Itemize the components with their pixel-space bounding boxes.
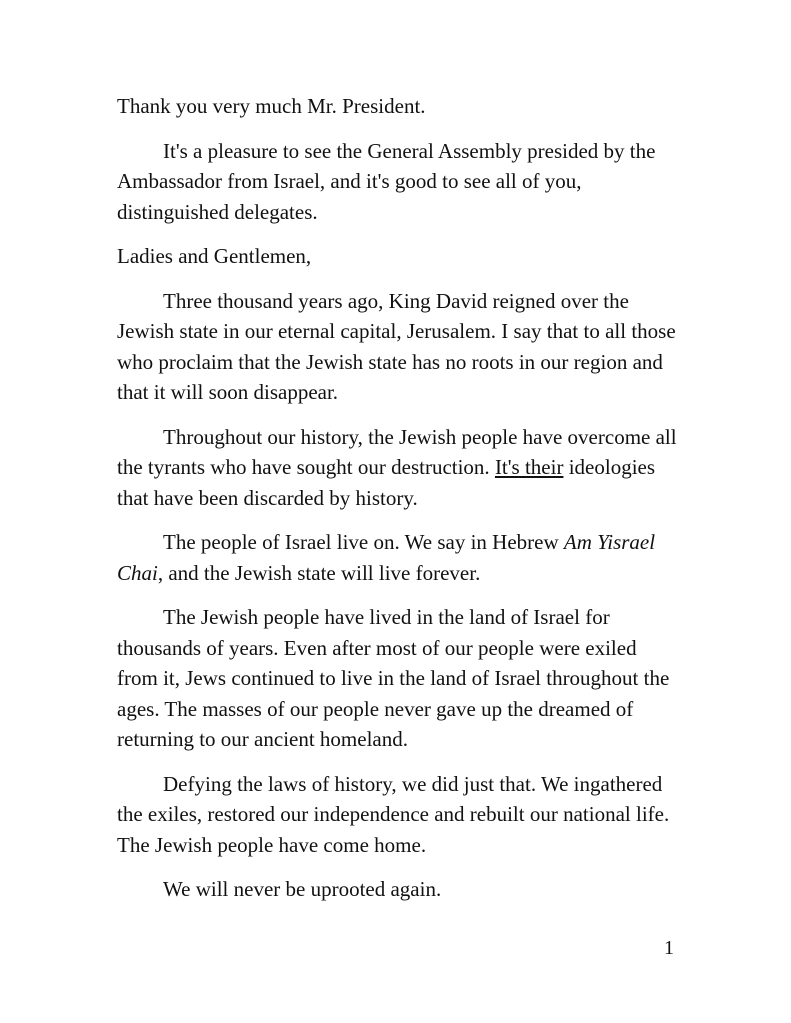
paragraph-6 — [117, 527, 677, 588]
paragraph-3: Ladies and Gentlemen, — [117, 244, 312, 268]
paragraph-4: Three thousand years ago, King David reigned over the Jewish state in our eternal capital, Jerusalem. I say that to all those who proclaim that the Jewish state has no roots in our region and that it will soon disappear. — [117, 288, 676, 404]
paragraph-5-text-b: ideologies that have been discarded by history. — [117, 455, 656, 510]
paragraph-9: We will never be uprooted again. — [163, 877, 442, 901]
underlined-phrase: It's their — [494, 455, 564, 479]
document-body — [117, 91, 677, 919]
paragraph-8: Defying the laws of history, we did just that. We ingathered the exiles, restored our independence and rebuilt our national life. The Jewish people have come home. — [117, 771, 670, 857]
page-number: 1 — [664, 937, 674, 959]
italic-phrase: Am Yisrael Chai — [117, 530, 656, 585]
paragraph-1: Thank you very much Mr. President. — [117, 94, 426, 118]
paragraph-5-text-a: Throughout our history, the Jewish people have overcome all the tyrants who have sought our destruction. — [117, 424, 677, 479]
paragraph-2: It's a pleasure to see the General Assembly presided by the Ambassador from Israel, and it's good to see all of you, distinguished delegates. — [117, 138, 656, 224]
paragraph-7: The Jewish people have lived in the land of Israel for thousands of years. Even after most of our people were exiled from it, Jews continued to live in the land of Israel throughout the ages. The masses of our people never gave up the dreamed of returning to our ancient homeland. — [117, 605, 670, 751]
paragraph-5 — [117, 422, 677, 514]
paragraph-6-text-a: The people of Israel live on. We say in Hebrew — [163, 530, 564, 554]
paragraph-6-text-b: , and the Jewish state will live forever. — [157, 560, 481, 585]
